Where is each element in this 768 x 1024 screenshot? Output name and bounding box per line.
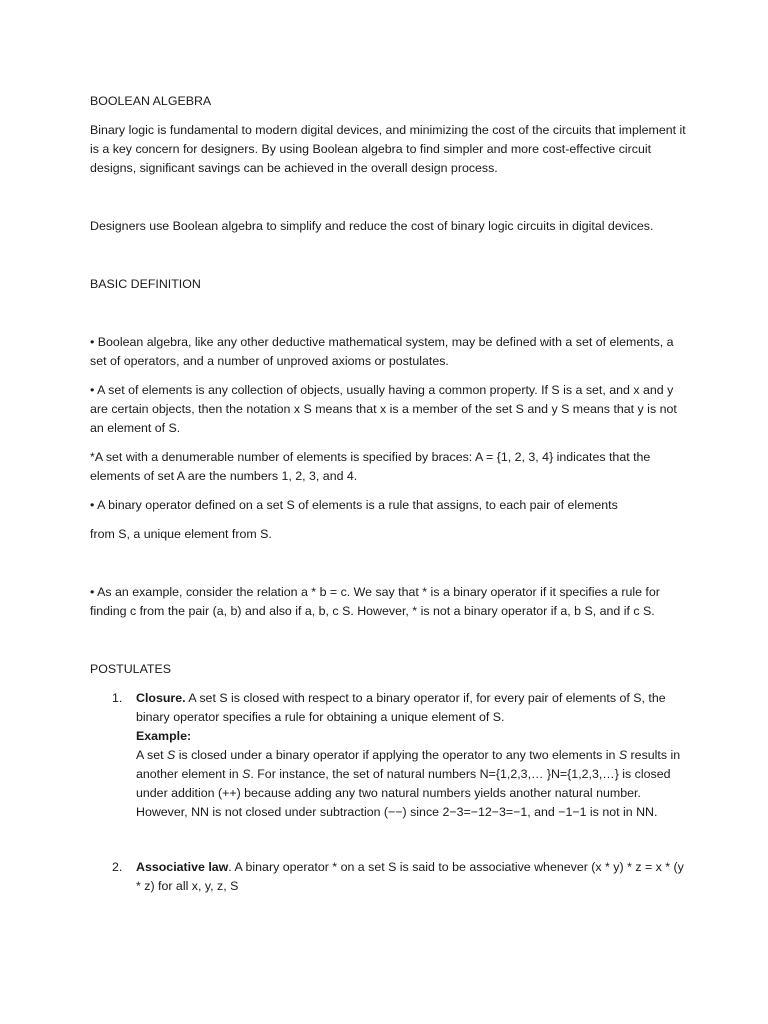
postulates-heading: POSTULATES [90, 662, 172, 676]
bullet-boolean-algebra: • Boolean algebra, like any other deductive mathematical system, may be defined with a set of elements, a set of operators, and a number of unproved axioms or postulates. [90, 335, 674, 368]
bullet-example-relation: • As an example, consider the relation a * b = c. We say that * is a binary operator if it specifies a rule for finding c from the pair (a, b) and also if a, b, c S. However, * is not a binary operator if a, b S, and if c S. [90, 585, 660, 618]
postulate-text: A set S is closed with respect to a binary operator if, for every pair of elements of S, the binary operator specifies a rule for obtaining a unique element of S. [136, 691, 666, 724]
document-title: BOOLEAN ALGEBRA [90, 94, 212, 108]
summary-paragraph: Designers use Boolean algebra to simplify and reduce the cost of binary logic circuits in digital devices. [90, 219, 654, 233]
set-example-paragraph: *A set with a denumerable number of elements is specified by braces: A = {1, 2, 3, 4} indicates that the elements of set A are the numbers 1, 2, 3, and 4. [90, 450, 651, 483]
closure-example: A set S is closed under a binary operator if applying the operator to any two elements in S results in another element in S. For instance, the set of natural numbers N={1,2,3,… }N={1,2,3,…} is closed under addition (++) because adding any two natural numbers yields another natural number. However, NN is not closed under subtraction (−−) since 2−3=−12−3=−1, and −1−1 is not in NN. [136, 748, 681, 819]
associative-definition [136, 858, 690, 896]
postulate-term: Closure. [136, 691, 186, 705]
bullet-binary-operator-continued: from S, a unique element from S. [90, 527, 272, 541]
list-number: 1. [112, 691, 123, 705]
bullet-set-of-elements: • A set of elements is any collection of objects, usually having a common property. If S is a set, and x and y are certain objects, then the notation x S means that x is a member of the set S and y S means that y is not an element of S. [90, 383, 677, 435]
postulate-term: Associative law [136, 860, 229, 874]
postulate-closure [112, 689, 690, 822]
list-number: 2. [112, 860, 123, 874]
closure-definition [136, 689, 690, 727]
intro-paragraph: Binary logic is fundamental to modern digital devices, and minimizing the cost of the circuits that implement it is a key concern for designers. By using Boolean algebra to find simpler and more cost-effective circuit designs, significant savings can be achieved in the overall design process. [90, 123, 686, 175]
postulate-associative-law [112, 858, 690, 896]
basic-definition-heading: BASIC DEFINITION [90, 277, 201, 291]
bullet-binary-operator: • A binary operator defined on a set S of elements is a rule that assigns, to each pair of elements [90, 498, 618, 512]
postulate-text: . A binary operator * on a set S is said to be associative whenever (x * y) * z = x * (y * z) for all x, y, z, S [136, 860, 684, 893]
example-label: Example: [136, 729, 192, 743]
